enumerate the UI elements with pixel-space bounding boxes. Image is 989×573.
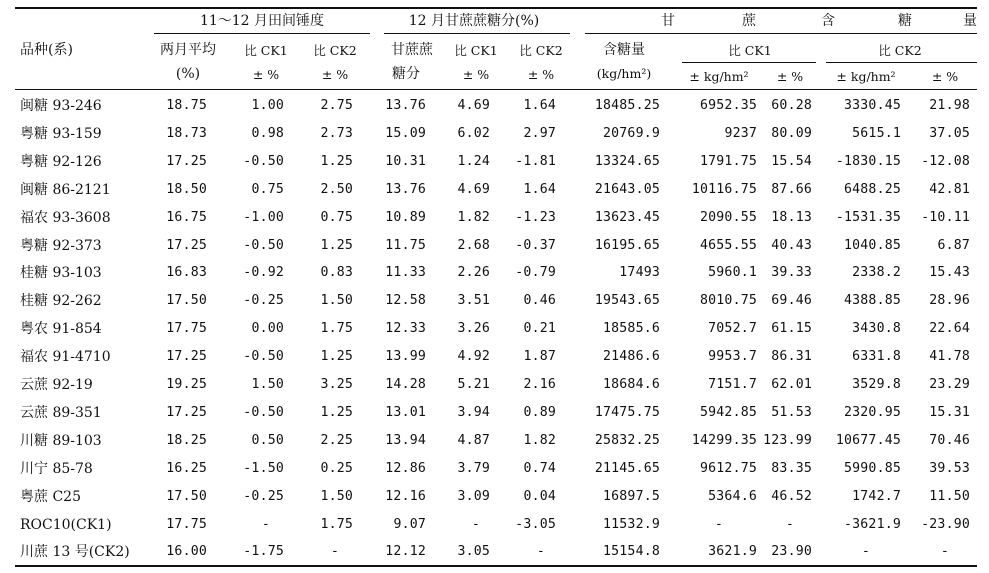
sugar-vs-ck2-cell: 0.46 [523, 293, 556, 309]
sugar-group-header: 12 月甘蔗蔗糖分(%) [408, 13, 540, 29]
yield-vs-ck1-pct-cell: 83.35 [771, 460, 812, 476]
sugar-vs-ck2-cell: 1.64 [523, 181, 556, 197]
yield-vs-ck1-kg-cell: 10116.75 [691, 181, 757, 197]
content-header-line1: 含糖量 [603, 42, 645, 58]
header-rule [15, 89, 977, 90]
sugar-yield-cell: 21486.6 [603, 349, 660, 365]
yield-vs-ck1-kg-cell: 5960.1 [708, 265, 757, 281]
brix-vs-ck2-cell: 1.25 [320, 404, 353, 420]
sugar-yield-cell: 13324.65 [594, 153, 660, 169]
avg-brix-cell: 16.75 [166, 209, 207, 225]
yield-vs-ck2-pct-cell: -12.08 [921, 153, 970, 169]
top-rule [15, 7, 977, 9]
sugar-vs-ck1-cell: 4.92 [457, 349, 490, 365]
yield-vs-ck2-kg-cell: 2320.95 [844, 404, 901, 420]
sugar-yield-cell: 18585.6 [603, 321, 660, 337]
content-ck2-pct-unit: ± % [931, 69, 959, 84]
cane-sugar-cell: 12.16 [385, 488, 426, 504]
subgroup-underline-ck1 [682, 62, 816, 63]
yield-vs-ck1-pct-cell: 62.01 [771, 377, 812, 392]
yield-vs-ck2-pct-cell: 23.29 [929, 377, 970, 392]
brix-vs-ck1-cell: 1.50 [251, 377, 284, 392]
avg-brix-cell: 17.75 [166, 321, 207, 337]
variety-cell: 桂糖 93-103 [20, 265, 102, 282]
avg-brix-cell: 17.25 [166, 237, 207, 253]
sugar-vs-ck1-cell: 2.68 [457, 237, 490, 253]
yield-vs-ck2-kg-cell: 3430.8 [852, 321, 901, 337]
cane-sugar-cell: 12.12 [385, 544, 426, 560]
sugar-yield-cell: 17475.75 [594, 404, 660, 420]
variety-cell: 桂糖 92-262 [20, 293, 102, 310]
sugar-vs-ck1-cell: 5.21 [457, 377, 490, 392]
yield-vs-ck2-pct-cell: 11.50 [929, 488, 970, 504]
brix-vs-ck1-cell: -0.92 [243, 265, 284, 281]
sugar-vs-ck2-cell: 0.21 [523, 321, 556, 337]
sugar-vs-ck2-cell: 0.89 [523, 404, 556, 420]
avg-brix-cell: 18.50 [166, 181, 207, 197]
yield-vs-ck2-pct-cell: 70.46 [929, 432, 970, 448]
yield-vs-ck1-kg-cell: 5942.85 [700, 404, 757, 420]
avg-brix-cell: 17.25 [166, 404, 207, 420]
sugar-ck1-header: 比 CK1 [454, 43, 498, 58]
variety-cell: 粤糖 92-373 [20, 237, 102, 254]
cane-sugar-cell: 13.76 [385, 98, 426, 113]
yield-vs-ck1-kg-cell: 6952.35 [700, 98, 757, 113]
brix-vs-ck1-cell: -1.00 [243, 209, 284, 225]
sugar-vs-ck2-cell: - [536, 544, 546, 560]
yield-vs-ck2-pct-cell: - [940, 544, 950, 560]
yield-vs-ck2-kg-cell: 3529.8 [852, 377, 901, 392]
cane-sugar-cell: 13.99 [385, 349, 426, 365]
sugar-vs-ck1-cell: 3.26 [457, 321, 490, 337]
yield-vs-ck2-kg-cell: -3621.9 [844, 516, 901, 532]
yield-vs-ck2-pct-cell: -10.11 [921, 209, 970, 225]
yield-vs-ck1-kg-cell: 2090.55 [700, 209, 757, 225]
avg-brix-cell: 18.75 [166, 98, 207, 113]
sugar-vs-ck1-cell: 6.02 [457, 125, 490, 141]
sugar-vs-ck1-cell: 2.26 [457, 265, 490, 281]
brix-vs-ck2-cell: 0.83 [320, 265, 353, 281]
yield-vs-ck1-pct-cell: 23.90 [771, 544, 812, 560]
sugar-yield-cell: 15154.8 [603, 544, 660, 560]
yield-vs-ck2-pct-cell: 21.98 [929, 98, 970, 113]
hammer-ck1-unit: ± % [252, 67, 280, 82]
yield-vs-ck1-pct-cell: 69.46 [771, 293, 812, 309]
brix-vs-ck1-cell: - [261, 516, 271, 532]
avg-brix-cell: 17.25 [166, 349, 207, 365]
sugar-yield-cell: 18684.6 [603, 377, 660, 392]
brix-vs-ck2-cell: 2.50 [320, 181, 353, 197]
variety-cell: 粤糖 93-159 [20, 125, 102, 142]
yield-vs-ck2-pct-cell: 6.87 [937, 237, 970, 253]
sugar-vs-ck2-cell: 0.74 [523, 460, 556, 476]
brix-vs-ck2-cell: - [330, 544, 340, 560]
yield-vs-ck2-kg-cell: 3330.45 [844, 98, 901, 113]
brix-vs-ck2-cell: 0.25 [320, 460, 353, 476]
yield-vs-ck1-pct-cell: 46.52 [771, 488, 812, 504]
cane-sugar-header-line2: 糖分 [392, 66, 420, 82]
avg-brix-cell: 17.25 [166, 153, 207, 169]
yield-vs-ck1-kg-cell: 9237 [724, 125, 757, 141]
cane-sugar-cell: 10.31 [385, 153, 426, 169]
cane-sugar-cell: 10.89 [385, 209, 426, 225]
yield-vs-ck2-kg-cell: 5615.1 [852, 125, 901, 141]
yield-vs-ck1-pct-cell: 40.43 [771, 237, 812, 253]
yield-vs-ck1-kg-cell: 1791.75 [700, 153, 757, 169]
cane-sugar-header-line1: 甘蔗蔗 [391, 42, 433, 58]
content-ck1-kg-unit: ± kg/hm² [689, 69, 749, 84]
cane-sugar-cell: 12.86 [385, 460, 426, 476]
variety-cell: 粤农 91-854 [20, 321, 102, 338]
yield-vs-ck2-kg-cell: 1040.85 [844, 237, 901, 253]
sugar-vs-ck1-cell: 3.51 [457, 293, 490, 309]
variety-cell: 川蔗 13 号(CK2) [20, 544, 130, 561]
brix-vs-ck2-cell: 1.75 [320, 516, 353, 532]
yield-vs-ck1-kg-cell: 7052.7 [708, 321, 757, 337]
avg-brix-cell: 17.50 [166, 293, 207, 309]
yield-vs-ck2-kg-cell: 2338.2 [852, 265, 901, 281]
sugar-yield-cell: 21145.65 [594, 460, 660, 476]
yield-vs-ck1-pct-cell: 60.28 [771, 98, 812, 113]
brix-vs-ck2-cell: 1.75 [320, 321, 353, 337]
yield-vs-ck1-kg-cell: 14299.35 [691, 432, 757, 448]
yield-vs-ck2-pct-cell: 39.53 [929, 460, 970, 476]
brix-vs-ck2-cell: 1.50 [320, 488, 353, 504]
content-group-char-1: 甘 [661, 13, 675, 29]
yield-vs-ck1-kg-cell: 4655.55 [700, 237, 757, 253]
yield-vs-ck2-pct-cell: 37.05 [929, 125, 970, 141]
sugar-vs-ck2-cell: 2.97 [523, 125, 556, 141]
sugar-vs-ck1-cell: 3.94 [457, 404, 490, 420]
yield-vs-ck1-kg-cell: - [714, 516, 724, 532]
avg-brix-cell: 18.25 [166, 432, 207, 448]
cane-sugar-cell: 12.33 [385, 321, 426, 337]
hammer-ck2-header: 比 CK2 [313, 43, 357, 58]
brix-vs-ck2-cell: 1.50 [320, 293, 353, 309]
yield-vs-ck1-pct-cell: 39.33 [771, 265, 812, 281]
cane-sugar-cell: 13.01 [385, 404, 426, 420]
cane-sugar-cell: 13.76 [385, 181, 426, 197]
yield-vs-ck1-kg-cell: 9953.7 [708, 349, 757, 365]
variety-header: 品种(系) [20, 42, 73, 58]
yield-vs-ck2-pct-cell: -23.90 [921, 516, 970, 532]
brix-vs-ck1-cell: 0.00 [251, 321, 284, 337]
sugar-yield-cell: 19543.65 [594, 293, 660, 309]
avg-brix-cell: 17.50 [166, 488, 207, 504]
content-group-char-2: 蔗 [742, 13, 756, 29]
sugar-vs-ck1-cell: - [471, 516, 481, 532]
yield-vs-ck2-pct-cell: 15.31 [929, 404, 970, 420]
avg-brix-cell: 16.83 [166, 265, 207, 281]
sugar-vs-ck1-cell: 3.09 [457, 488, 490, 504]
brix-vs-ck1-cell: -0.50 [243, 349, 284, 365]
cane-sugar-cell: 11.75 [385, 237, 426, 253]
sugar-vs-ck1-cell: 4.87 [457, 432, 490, 448]
yield-vs-ck1-pct-cell: 80.09 [771, 125, 812, 141]
group-underline-sugar [384, 33, 570, 34]
yield-vs-ck1-pct-cell: 86.31 [771, 349, 812, 365]
variety-cell: 川糖 89-103 [20, 432, 102, 449]
yield-vs-ck2-pct-cell: 41.78 [929, 349, 970, 365]
sugar-vs-ck2-cell: 0.04 [523, 488, 556, 504]
variety-cell: 云蔗 89-351 [20, 404, 102, 421]
brix-vs-ck1-cell: -0.25 [243, 488, 284, 504]
brix-vs-ck1-cell: -1.75 [243, 544, 284, 560]
cane-sugar-cell: 14.28 [385, 377, 426, 392]
variety-cell: 粤糖 92-126 [20, 153, 102, 170]
content-ck1-pct-unit: ± % [776, 69, 804, 84]
yield-vs-ck1-kg-cell: 7151.7 [708, 377, 757, 392]
brix-vs-ck1-cell: -0.50 [243, 404, 284, 420]
sugar-vs-ck1-cell: 4.69 [457, 181, 490, 197]
content-header-unit: (kg/hm²) [596, 66, 652, 81]
yield-vs-ck2-kg-cell: -1830.15 [835, 153, 901, 169]
brix-vs-ck1-cell: 0.50 [251, 432, 284, 448]
bottom-rule [15, 565, 977, 567]
sugar-ck2-header: 比 CK2 [519, 43, 563, 58]
variety-cell: 闽糖 86-2121 [20, 181, 111, 198]
yield-vs-ck2-kg-cell: -1531.35 [835, 209, 901, 225]
group-underline-content [585, 33, 977, 34]
avg-brix-cell: 16.25 [166, 460, 207, 476]
sugar-vs-ck1-cell: 4.69 [457, 98, 490, 113]
variety-cell: 福农 91-4710 [20, 349, 111, 366]
sugar-yield-cell: 17493 [619, 265, 660, 281]
avg-brix-cell: 18.73 [166, 125, 207, 141]
yield-vs-ck1-pct-cell: 87.66 [771, 181, 812, 197]
sugar-vs-ck1-cell: 1.24 [457, 153, 490, 169]
group-underline-hammer [154, 33, 370, 34]
sugar-vs-ck2-cell: 2.16 [523, 377, 556, 392]
sugar-vs-ck2-cell: 1.87 [523, 349, 556, 365]
yield-vs-ck2-kg-cell: 1742.7 [852, 488, 901, 504]
yield-vs-ck1-kg-cell: 5364.6 [708, 488, 757, 504]
yield-vs-ck2-kg-cell: 4388.85 [844, 293, 901, 309]
brix-vs-ck2-cell: 1.25 [320, 237, 353, 253]
content-group-char-3: 含 [821, 13, 835, 29]
sugar-vs-ck1-cell: 3.05 [457, 544, 490, 560]
avg-header-line2: (%) [175, 66, 201, 82]
avg-brix-cell: 19.25 [166, 377, 207, 392]
cane-sugar-cell: 11.33 [385, 265, 426, 281]
yield-vs-ck1-kg-cell: 3621.9 [708, 544, 757, 560]
brix-vs-ck2-cell: 2.25 [320, 432, 353, 448]
variety-cell: 闽糖 93-246 [20, 98, 102, 114]
yield-vs-ck1-pct-cell: 61.15 [771, 321, 812, 337]
variety-cell: 福农 93-3608 [20, 209, 111, 226]
hammer-ck2-unit: ± % [321, 67, 349, 82]
sugar-yield-cell: 16897.5 [603, 488, 660, 504]
yield-vs-ck2-pct-cell: 42.81 [929, 181, 970, 197]
yield-vs-ck1-kg-cell: 8010.75 [700, 293, 757, 309]
yield-vs-ck1-pct-cell: 123.99 [763, 432, 812, 448]
sugar-vs-ck2-cell: -3.05 [515, 516, 556, 532]
avg-brix-cell: 17.75 [166, 516, 207, 532]
brix-vs-ck1-cell: 1.00 [251, 98, 284, 113]
content-ck1-header: 比 CK1 [728, 43, 772, 58]
brix-vs-ck2-cell: 2.75 [320, 98, 353, 113]
brix-vs-ck2-cell: 3.25 [320, 377, 353, 392]
yield-vs-ck1-pct-cell: 51.53 [771, 404, 812, 420]
sugar-yield-cell: 16195.65 [594, 237, 660, 253]
brix-vs-ck1-cell: 0.75 [251, 181, 284, 197]
sugar-vs-ck1-cell: 3.79 [457, 460, 490, 476]
sugar-ck1-unit: ± % [462, 67, 490, 82]
yield-vs-ck2-kg-cell: 6488.25 [844, 181, 901, 197]
yield-vs-ck2-kg-cell: 10677.45 [835, 432, 901, 448]
avg-brix-cell: 16.00 [166, 544, 207, 560]
cane-sugar-cell: 15.09 [385, 125, 426, 141]
sugar-vs-ck2-cell: 1.64 [523, 98, 556, 113]
sugar-yield-cell: 20769.9 [603, 125, 660, 141]
subgroup-underline-ck2 [826, 62, 977, 63]
sugar-yield-cell: 18485.25 [594, 98, 660, 113]
sugar-yield-cell: 13623.45 [594, 209, 660, 225]
yield-vs-ck2-pct-cell: 28.96 [929, 293, 970, 309]
sugar-ck2-unit: ± % [527, 67, 555, 82]
sugar-vs-ck2-cell: -0.37 [515, 237, 556, 253]
cane-sugar-cell: 13.94 [385, 432, 426, 448]
sugar-vs-ck2-cell: -1.81 [515, 153, 556, 169]
brix-vs-ck2-cell: 2.73 [320, 125, 353, 141]
brix-vs-ck1-cell: -0.50 [243, 237, 284, 253]
content-group-char-5: 量 [963, 13, 977, 29]
sugar-yield-cell: 21643.05 [594, 181, 660, 197]
variety-cell: 粤蔗 C25 [20, 488, 81, 505]
sugar-yield-cell: 25832.25 [594, 432, 660, 448]
cane-sugar-cell: 9.07 [393, 516, 426, 532]
variety-cell: ROC10(CK1) [20, 516, 112, 533]
variety-cell: 川宁 85-78 [20, 460, 93, 477]
yield-vs-ck1-kg-cell: 9612.75 [700, 460, 757, 476]
hammer-ck1-header: 比 CK1 [244, 43, 288, 58]
variety-cell: 云蔗 92-19 [20, 377, 93, 393]
cane-sugar-cell: 12.58 [385, 293, 426, 309]
yield-vs-ck2-pct-cell: 15.43 [929, 265, 970, 281]
yield-vs-ck1-pct-cell: 15.54 [771, 153, 812, 169]
sugar-vs-ck2-cell: -1.23 [515, 209, 556, 225]
content-ck2-header: 比 CK2 [878, 43, 922, 58]
brix-vs-ck1-cell: 0.98 [251, 125, 284, 141]
content-ck2-kg-unit: ± kg/hm² [836, 69, 896, 84]
yield-vs-ck1-pct-cell: 18.13 [771, 209, 812, 225]
yield-vs-ck2-pct-cell: 22.64 [929, 321, 970, 337]
yield-vs-ck2-kg-cell: - [861, 544, 871, 560]
sugar-vs-ck1-cell: 1.82 [457, 209, 490, 225]
yield-vs-ck1-pct-cell: - [785, 516, 795, 532]
sugar-vs-ck2-cell: 1.82 [523, 432, 556, 448]
hammer-group-header: 11～12 月田间锤度 [199, 13, 325, 29]
brix-vs-ck2-cell: 1.25 [320, 349, 353, 365]
yield-vs-ck2-kg-cell: 6331.8 [852, 349, 901, 365]
sugar-yield-cell: 11532.9 [603, 516, 660, 532]
content-group-char-4: 糖 [898, 13, 912, 29]
sugar-vs-ck2-cell: -0.79 [515, 265, 556, 281]
avg-header-line1: 两月平均 [160, 42, 216, 58]
yield-vs-ck2-kg-cell: 5990.85 [844, 460, 901, 476]
brix-vs-ck2-cell: 1.25 [320, 153, 353, 169]
brix-vs-ck1-cell: -0.50 [243, 153, 284, 169]
brix-vs-ck1-cell: -0.25 [243, 293, 284, 309]
brix-vs-ck1-cell: -1.50 [243, 460, 284, 476]
brix-vs-ck2-cell: 0.75 [320, 209, 353, 225]
